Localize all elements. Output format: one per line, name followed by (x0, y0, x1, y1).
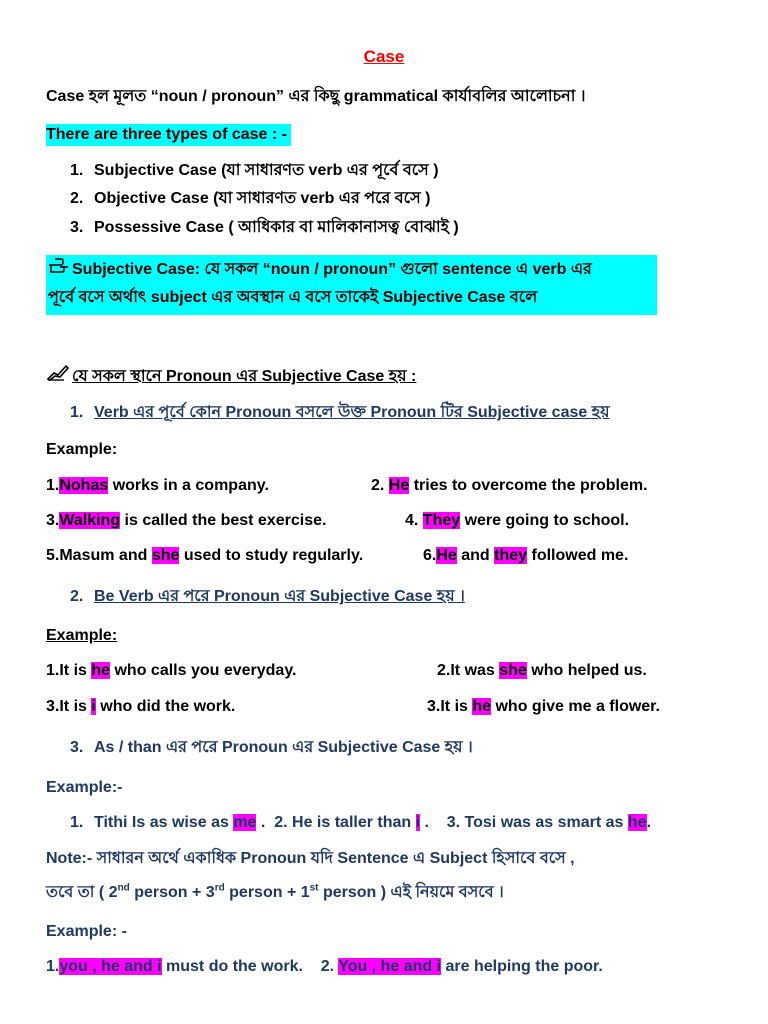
note-line-2: তবে তা ( 2nd person + 3rd person + 1st person ) এই নিয়মে বসবে । (46, 882, 504, 901)
highlighted-pronoun: he (472, 698, 492, 715)
definition-line-2: পূর্বে বসে অর্থাৎ subject এর অবস্থান এ বসে তাকেই Subjective Case বলে (48, 289, 538, 306)
types-item-2: 2. Objective Case (যা সাধারণত verb এর পরে বসে ) (70, 190, 431, 207)
highlighted-pronoun: He (436, 547, 457, 564)
types-item-text: Subjective Case (যা সাধারণত verb এর পূর্বে বসে ) (94, 162, 439, 179)
section-heading (46, 363, 416, 388)
example-sentence: 4. They were going to school. (405, 512, 630, 529)
types-item-text: Possessive Case ( আধিকার বা মালিকানাসত্ব বোঝাই ) (94, 219, 459, 236)
rule-2-text: Be Verb এর পরে Pronoun এর Subjective Case হয় । (94, 588, 465, 605)
example-sentence: 1.It is he who calls you everyday. (46, 662, 297, 679)
definition-line-1 (48, 258, 592, 281)
rule-3: 3. As / than এর পরে Pronoun এর Subjective Case হয় । (70, 739, 473, 756)
page-title: Case (363, 47, 405, 66)
writing-hand-icon (46, 363, 70, 388)
types-item-text: Objective Case (যা সাধারণত verb এর পরে বসে ) (94, 190, 431, 207)
rule-1: 1. Verb এর পূর্বে কোন Pronoun বসলে উক্ত Pronoun টির Subjective case হয় (70, 404, 610, 421)
highlighted-pronoun: they (494, 547, 528, 564)
rule-2: 2. Be Verb এর পরে Pronoun এর Subjective Case হয় । (70, 588, 465, 605)
example-sentence: 3.It is i who did the work. (46, 698, 236, 715)
types-item-1: 1. Subjective Case (যা সাধারণত verb এর পূর্বে বসে ) (70, 162, 439, 179)
example-sentence: 6.He and they followed me. (423, 547, 629, 564)
highlighted-pronoun: she (499, 662, 527, 679)
highlighted-pronoun: i (91, 698, 96, 715)
example-sentence: 2. He tries to overcome the problem. (371, 477, 648, 494)
example-label: Example: (46, 441, 118, 458)
definition-text-1: Subjective Case: যে সকল “noun / pronoun” গুলো sentence এ verb এর (72, 261, 592, 278)
section-heading-text: যে সকল স্থানে Pronoun এর Subjective Case হয় : (72, 368, 417, 385)
highlighted-pronoun: he (91, 662, 111, 679)
pointing-hand-icon (48, 258, 70, 281)
highlighted-pronoun: i (415, 814, 421, 831)
highlighted-pronoun: You , he and i (338, 958, 442, 975)
definition-block (46, 255, 657, 315)
example-label: Example: - (46, 923, 127, 940)
intro-text: Case হল মূলত “noun / pronoun” এর কিছু grammatical কার্যাবলির আলোচনা । (46, 88, 586, 105)
example-sentence: 3.Walking is called the best exercise. (46, 512, 327, 529)
example-sentence: 3.It is he who give me a flower. (427, 698, 660, 715)
highlighted-pronoun: he (627, 814, 647, 831)
types-item-3: 3. Possessive Case ( আধিকার বা মালিকানাসত্ব বোঝাই ) (70, 219, 459, 236)
highlighted-pronoun: me (233, 814, 257, 831)
highlighted-pronoun: Walking (59, 512, 121, 529)
example-sentence: 2.It was she who helped us. (437, 662, 647, 679)
example-sentence: 1.Nohas works in a company. (46, 477, 269, 494)
example-sentence: 1. Tithi Is as wise as me . 2. He is taller than i . 3. Tosi was as smart as he. (70, 814, 652, 831)
highlighted-pronoun: He (388, 477, 410, 494)
example-sentence: 1.you , he and i must do the work. 2. You , he and i are helping the poor. (46, 958, 603, 975)
example-label: Example:- (46, 779, 123, 796)
highlighted-pronoun: you , he and i (59, 958, 162, 975)
types-heading: There are three types of case : - (46, 124, 291, 146)
note-line-1: Note:- সাধারন অর্থে একাধিক Pronoun যদি Sentence এ Subject হিসাবে বসে , (46, 850, 575, 867)
highlighted-pronoun: Nohas (59, 477, 109, 494)
rule-3-text: As / than এর পরে Pronoun এর Subjective Case হয় । (94, 739, 473, 756)
example-sentence: 5.Masum and she used to study regularly. (46, 547, 364, 564)
highlighted-pronoun: she (151, 547, 180, 564)
rule-1-text: Verb এর পূর্বে কোন Pronoun বসলে উক্ত Pronoun টির Subjective case হয় (94, 404, 610, 421)
example-label: Example: (46, 627, 118, 644)
highlighted-pronoun: They (422, 512, 461, 529)
